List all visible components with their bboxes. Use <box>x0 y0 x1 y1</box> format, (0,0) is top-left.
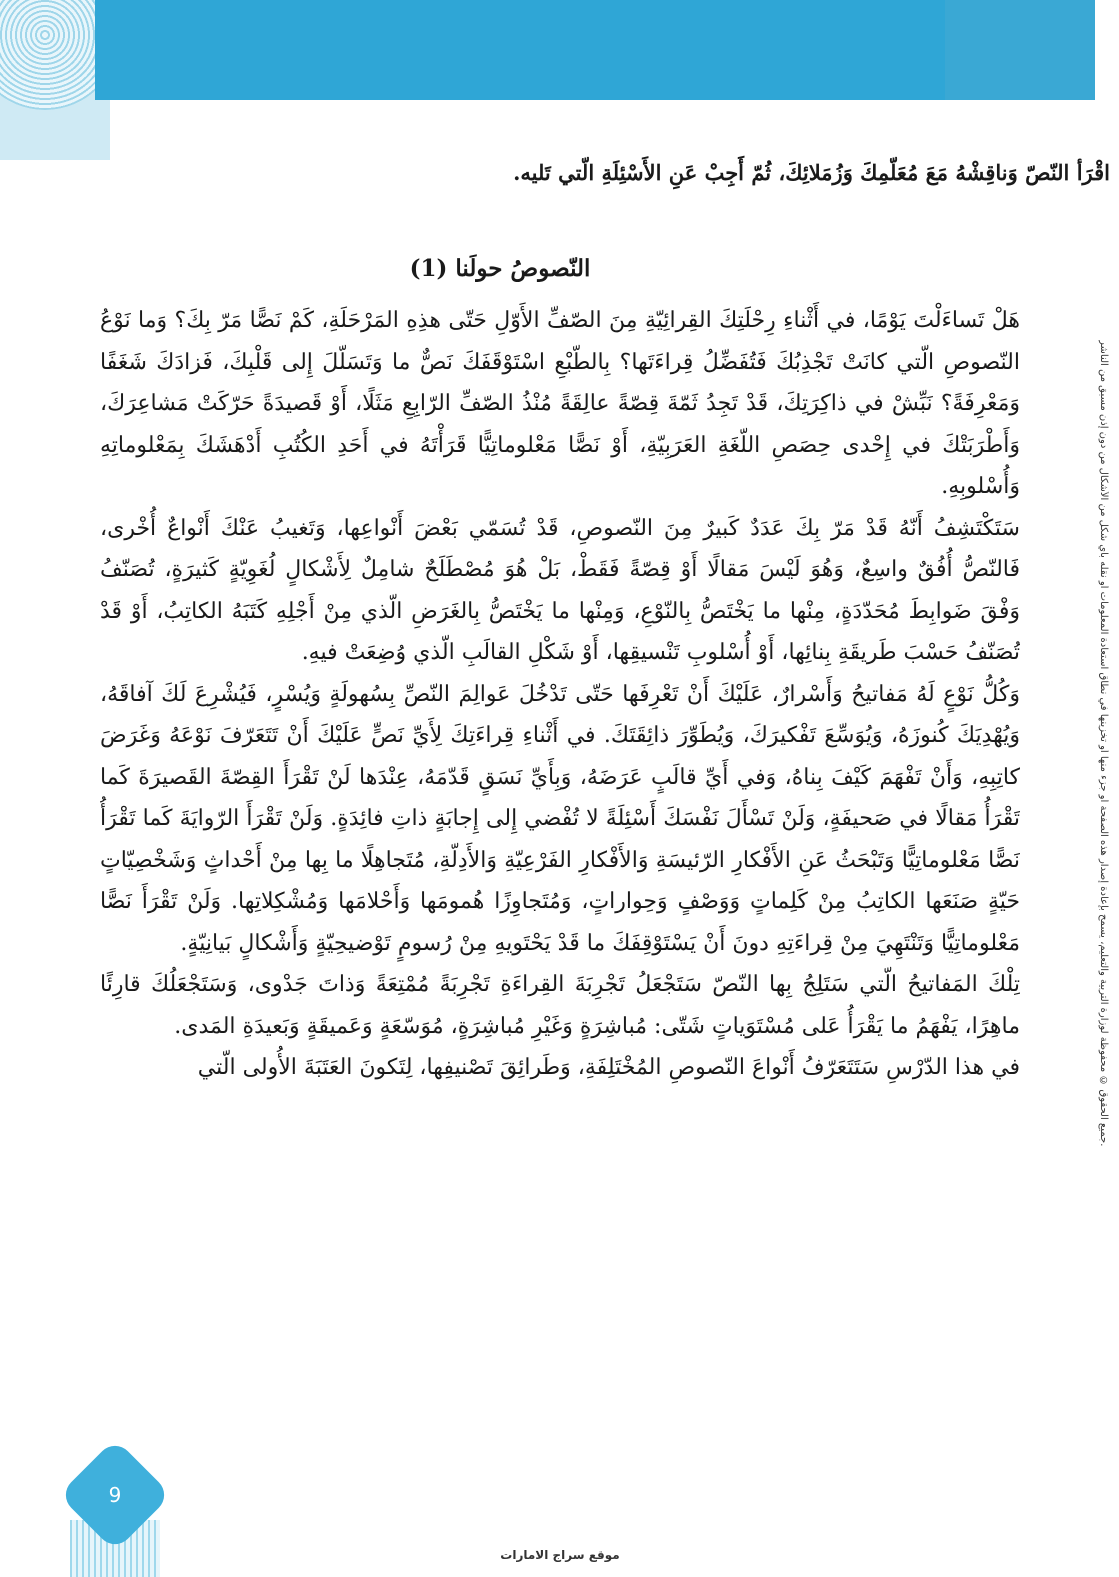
footer-text: موقع سراج الامارات <box>500 1548 620 1562</box>
paragraph-3: وَكُلُّ نَوْعٍ لَهُ مَفاتيحُ وَأَسْرارٌ، عَلَيْكَ أَنْ تَعْرِفَها حَتّى تَدْخُلَ عَوالِمَ النّصِّ بِسُهولَةٍ وَيُسْرٍ، فَيُشْرِعَ لَكَ آفاقَهُ، وَيُهْدِيَكَ كُنوزَهُ، وَيُوَسِّعَ تَفْكيرَكَ، وَيُطَوِّرَ ذائِقَتَكَ. في أَثْناءِ قِراءَتِكَ لِأَيِّ نَصٍّ عَلَيْكَ أَنْ تَتَعَرّفَ نَوْعَهُ وَغَرَضَ كاتِبِهِ، وَأَنْ تَفْهَمَ كَيْفَ بِناهُ، وَفي أَيِّ قالَبٍ عَرَضَهُ، وَبِأَيِّ نَسَقٍ قَدّمَهُ، عِنْدَها لَنْ تَقْرَأَ القِصّةَ القَصيرَةَ كَما تَقْرَأُ مَقالًا في صَحيفَةٍ، وَلَنْ تَسْأَلَ نَفْسَكَ أَسْئِلَةً لا تُفْضي إِلى إِجابَةٍ ذاتِ فائِدَةٍ. وَلَنْ تَقْرَأَ الرّوايَةَ كَما تَقْرَأُ نَصًّا مَعْلوماتِيًّا وَتَبْحَثُ عَنِ الأَفْكارِ الرّئيسَةِ وَالأَفْكارِ الفَرْعِيّةِ وَالأَدِلّةِ، مُتَجاهِلًا ما بِها مِنْ أَحْداثٍ وَشَخْصِيّاتٍ حَيّةٍ صَنَعَها الكاتِبُ مِنْ كَلِماتٍ وَوَصْفٍ وَحِواراتٍ، وَمُتَجاوِزًا هُمومَها وَأَحْلامَها وَمُشْكِلاتِها. وَلَنْ تَقْرَأَ نَصًّا مَعْلوماتِيًّا وَتَنْتَهِيَ مِنْ قِراءَتِهِ دونَ أَنْ يَسْتَوْقِفَكَ ما قَدْ يَحْتَويهِ مِنْ رُسومٍ تَوْضيحِيّةٍ وَأَشْكالٍ بَيانِيّةٍ. <box>100 681 1020 956</box>
article-body <box>100 300 1020 1450</box>
instruction-heading: اقْرَأ النّصّ وَناقِشْهُ مَعَ مُعَلّمِكَ وَزُمَلائِكَ، ثُمّ أَجِبْ عَنِ الأَسْئِلَةِ الّتي تَليه. <box>513 160 1110 185</box>
paragraph-4: تِلْكَ المَفاتيحُ الّتي سَتَلِجُ بِها النّصّ سَتَجْعَلُ تَجْرِبَةَ القِراءَةِ تَجْرِبَةً مُمْتِعَةً وَذاتَ جَدْوى، وَسَتَجْعَلُكَ قارِئًا ماهِرًا، يَفْهَمُ ما يَقْرَأُ عَلى مُسْتَوَياتٍ شَتّى: مُباشِرَةٍ وَغَيْرِ مُباشِرَةٍ، مُوَسّعَةٍ وَعَميقَةٍ وَبَعيدَةِ المَدى. <box>100 972 1020 1039</box>
article-title: النّصوصُ حولَنا (1) <box>409 255 591 282</box>
copyright-side-note: جميع الحقوق © محفوظة لوزارة التربية والتعليم، يسمح بإعادة إصدار هذه الصفحة أو جزء منها أو تخزينها في نطاق استعادة المعلومات أو نقله بأي شكل من الأشكال من دون إذن مسبق من الناشر. <box>1098 340 1109 1147</box>
page-number: 9 <box>108 1483 122 1507</box>
paragraph-5: في هذا الدّرْسِ سَتَتَعَرّفُ أَنْواعَ النّصوصِ المُخْتَلِفَةِ، وَطَرائِقَ تَصْنيفِها، لِتَكونَ العَتَبَةَ الأُولى الّتي <box>197 1055 1020 1080</box>
header-band-right <box>945 0 1095 100</box>
paragraph-2: سَتَكْتَشِفُ أَنّهُ قَدْ مَرّ بِكَ عَدَدٌ كَبيرٌ مِنَ النّصوصِ، قَدْ تُسَمّي بَعْضَ أَنْواعِها، وَتَغيبُ عَنْكَ أَنْواعٌ أُخْرى، فَالنّصُّ أُفُقٌ واسِعٌ، وَهُوَ لَيْسَ مَقالًا أَوْ قِصّةً فَقَطْ، بَلْ هُوَ مُصْطَلَحٌ شامِلٌ لِأَشْكالٍ لُغَوِيّةٍ كَثيرَةٍ، تُصَنّفُ وَفْقَ ضَوابِطَ مُحَدّدَةٍ، مِنْها ما يَخْتَصُّ بِالنّوْعِ، وَمِنْها ما يَخْتَصُّ بِالغَرَضِ الّذي مِنْ أَجْلِهِ كَتَبَهُ الكاتِبُ، أَوْ قَدْ تُصَنّفُ حَسْبَ طَريقَةِ بِنائِها، أَوْ أُسْلوبِ تَنْسيقِها، أَوْ شَكْلِ القالَبِ الّذي وُضِعَتْ فيهِ. <box>100 515 1020 665</box>
paragraph-1: هَلْ تَساءَلْتَ يَوْمًا، في أَثْناءِ رِحْلَتِكَ القِرائِيّةِ مِنَ الصّفِّ الأَوّلِ حَتّى هذِهِ المَرْحَلَةِ، كَمْ نَصًّا مَرّ بِكَ؟ وَما نَوْعُ النّصوصِ الّتي كانَتْ تَجْذِبُكَ فَتُفَضِّلُ قِراءَتَها؟ بِالطّبْعِ اسْتَوْقَفَكَ نَصٌّ ما وَتَسَلّلَ إِلى قَلْبِكَ، فَزادَكَ شَغَفًا وَمَعْرِفَةً؟ نَبِّشْ في ذاكِرَتِكَ، قَدْ تَجِدُ ثَمّةَ قِصّةً عالِقَةً مُنْذُ الصّفِّ الرّابِعِ مَثَلًا، أَوْ قَصيدَةً حَرّكَتْ مَشاعِرَكَ، وَأَطْرَبَتْكَ في إِحْدى حِصَصِ اللّغَةِ العَرَبِيّةِ، أَوْ نَصًّا مَعْلوماتِيًّا قَرَأْتَهُ في أَحَدِ الكُتُبِ أَدْهَشَكَ بِمَعْلوماتِهِ وَأُسْلوبِهِ. <box>100 308 1020 499</box>
